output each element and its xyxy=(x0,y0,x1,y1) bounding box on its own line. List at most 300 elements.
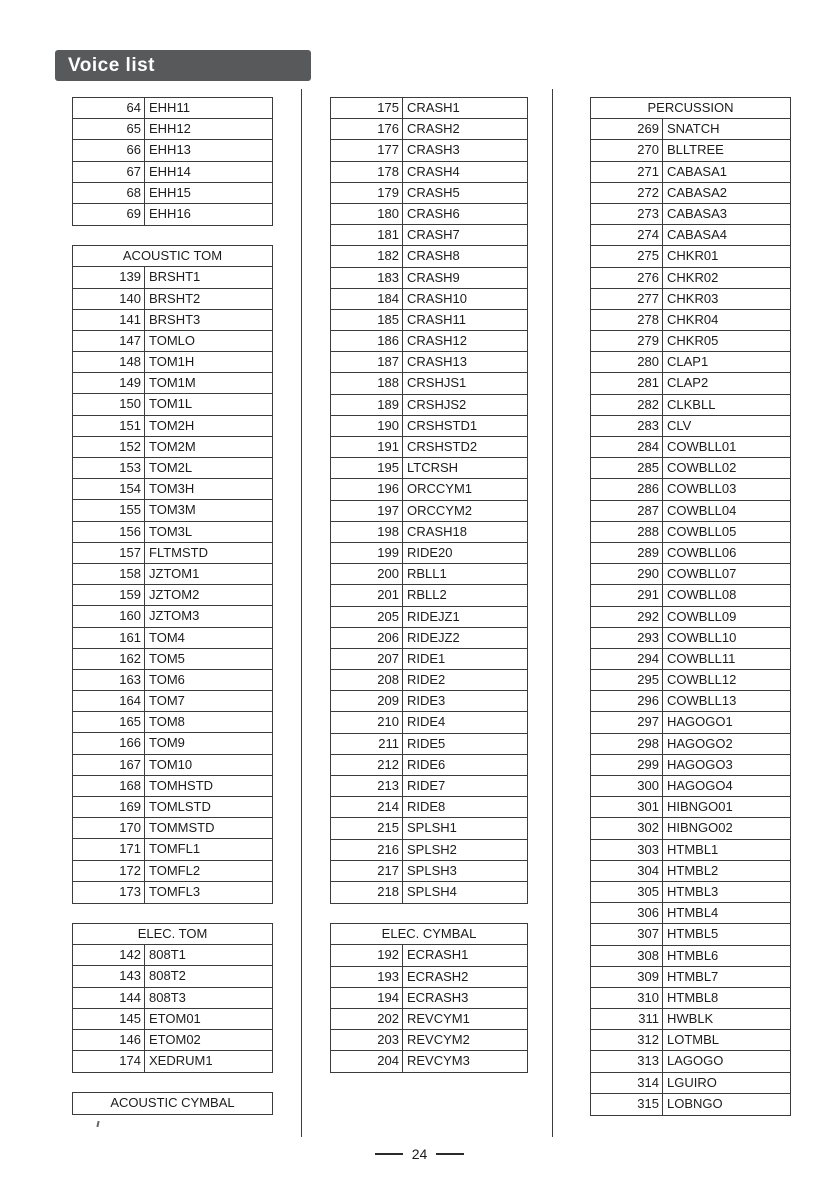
voice-name: HTMBL6 xyxy=(667,947,719,963)
voice-name: HTMBL8 xyxy=(667,989,719,1005)
voice-name: TOMFL2 xyxy=(149,862,201,878)
voice-name: CRASH13 xyxy=(407,354,467,370)
voice-number: 198 xyxy=(331,522,403,542)
voice-number: 146 xyxy=(73,1030,145,1050)
voice-number: 296 xyxy=(591,691,663,711)
table-row xyxy=(73,712,272,733)
voice-table-header: ELEC. TOM xyxy=(73,924,272,945)
voice-name: TOMHSTD xyxy=(149,777,214,793)
table-row xyxy=(73,988,272,1009)
table-row xyxy=(331,670,527,691)
voice-name: SPLSH1 xyxy=(407,820,457,836)
voice-number: 212 xyxy=(331,755,403,775)
voice-name: EHH16 xyxy=(149,205,191,221)
table-row xyxy=(331,289,527,310)
voice-number: 216 xyxy=(331,840,403,860)
voice-name: HTMBL5 xyxy=(667,926,719,942)
voice-number: 301 xyxy=(591,797,663,817)
voice-number: 162 xyxy=(73,649,145,669)
voice-number: 182 xyxy=(331,246,403,266)
table-row xyxy=(331,734,527,755)
table-row xyxy=(591,183,790,204)
voice-number: 200 xyxy=(331,564,403,584)
voice-number: 180 xyxy=(331,204,403,224)
voice-name: SPLSH2 xyxy=(407,841,457,857)
voice-number: 281 xyxy=(591,373,663,393)
table-row xyxy=(331,416,527,437)
voice-number: 158 xyxy=(73,564,145,584)
table-row xyxy=(331,331,527,352)
voice-number: 287 xyxy=(591,501,663,521)
table-row xyxy=(73,797,272,818)
table-row xyxy=(591,670,790,691)
table-row xyxy=(331,162,527,183)
voice-name: HIBNGO01 xyxy=(667,799,733,815)
voice-name: HTMBL2 xyxy=(667,862,719,878)
voice-name: ORCCYM2 xyxy=(407,502,473,518)
voice-name: CRASH2 xyxy=(407,121,460,137)
voice-name: COWBLL03 xyxy=(667,481,737,497)
voice-number: 175 xyxy=(331,98,403,118)
voice-number: 295 xyxy=(591,670,663,690)
table-row xyxy=(73,352,272,373)
table-row xyxy=(591,712,790,733)
voice-number: 140 xyxy=(73,289,145,309)
voice-number: 179 xyxy=(331,183,403,203)
voice-number: 141 xyxy=(73,310,145,330)
voice-name: HTMBL1 xyxy=(667,841,719,857)
voice-number: 168 xyxy=(73,776,145,796)
voice-name: ECRASH1 xyxy=(407,947,469,963)
voice-name: TOM7 xyxy=(149,693,185,709)
voice-name: CRASH18 xyxy=(407,523,467,539)
voice-number: 309 xyxy=(591,967,663,987)
page-footer xyxy=(0,1146,839,1162)
table-row xyxy=(73,310,272,331)
table-row xyxy=(331,98,527,119)
table-row xyxy=(591,924,790,945)
footer-dash-right xyxy=(436,1153,464,1155)
table-row xyxy=(73,945,272,966)
voice-name: TOMFL3 xyxy=(149,883,201,899)
voice-name: TOM2L xyxy=(149,460,193,475)
table-row xyxy=(591,585,790,606)
voice-number: 300 xyxy=(591,776,663,796)
voice-name: TOMLSTD xyxy=(149,799,211,814)
table-row xyxy=(331,712,527,733)
voice-name: COWBLL07 xyxy=(667,566,737,582)
voice-name: RBLL2 xyxy=(407,587,447,603)
voice-number: 186 xyxy=(331,331,403,351)
voice-number: 176 xyxy=(331,119,403,139)
table-row xyxy=(73,585,272,606)
voice-name: LOBNGO xyxy=(667,1095,723,1111)
voice-number: 273 xyxy=(591,204,663,224)
table-row xyxy=(331,246,527,267)
table-row xyxy=(73,373,272,394)
table-row xyxy=(591,416,790,437)
table-row xyxy=(331,204,527,225)
table-row xyxy=(331,967,527,988)
voice-number: 203 xyxy=(331,1030,403,1050)
voice-table-header: ELEC. CYMBAL xyxy=(331,924,527,945)
voice-number: 163 xyxy=(73,670,145,690)
voice-name: CLAP2 xyxy=(667,375,709,391)
voice-table xyxy=(72,245,273,904)
table-row xyxy=(331,564,527,585)
table-row xyxy=(73,628,272,649)
voice-name: CLKBLL xyxy=(667,396,716,412)
voice-name: RBLL1 xyxy=(407,566,447,582)
table-row xyxy=(591,861,790,882)
voice-name: CRASH6 xyxy=(407,205,460,221)
voice-number: 197 xyxy=(331,501,403,521)
voice-name: COWBLL05 xyxy=(667,523,737,539)
voice-number: 173 xyxy=(73,882,145,903)
table-row xyxy=(73,882,272,903)
table-row xyxy=(591,607,790,628)
voice-number: 288 xyxy=(591,522,663,542)
voice-name: CRSHSTD1 xyxy=(407,417,478,433)
table-row xyxy=(591,246,790,267)
table-row xyxy=(331,628,527,649)
voice-name: CRASH7 xyxy=(407,227,460,243)
voice-number: 207 xyxy=(331,649,403,669)
voice-number: 156 xyxy=(73,522,145,542)
voice-number: 139 xyxy=(73,267,145,287)
table-row xyxy=(591,882,790,903)
voice-table xyxy=(590,97,791,1116)
voice-name: CABASA1 xyxy=(667,163,727,179)
voice-number: 279 xyxy=(591,331,663,351)
voice-number: 183 xyxy=(331,268,403,288)
voice-number: 67 xyxy=(73,162,145,182)
table-row xyxy=(591,1030,790,1051)
voice-name: TOM1L xyxy=(149,396,193,412)
voice-table xyxy=(72,1092,273,1115)
table-row xyxy=(73,606,272,627)
voice-number: 269 xyxy=(591,119,663,139)
voice-name: EHH12 xyxy=(149,121,191,137)
table-row xyxy=(73,649,272,670)
voice-number: 290 xyxy=(591,564,663,584)
voice-name: COWBLL08 xyxy=(667,587,737,603)
voice-number: 270 xyxy=(591,140,663,160)
voice-number: 277 xyxy=(591,289,663,309)
voice-number: 311 xyxy=(591,1009,663,1029)
voice-number: 152 xyxy=(73,437,145,457)
voice-name: CRASH12 xyxy=(407,333,467,349)
voice-number: 315 xyxy=(591,1094,663,1115)
voice-name: TOMLO xyxy=(149,332,195,348)
voice-name: ECRASH2 xyxy=(407,968,469,984)
voice-number: 307 xyxy=(591,924,663,944)
table-row xyxy=(73,204,272,225)
voice-number: 184 xyxy=(331,289,403,309)
voice-number: 305 xyxy=(591,882,663,902)
voice-number: 275 xyxy=(591,246,663,266)
voice-name: HWBLK xyxy=(667,1011,714,1027)
voice-name: COWBLL09 xyxy=(667,608,737,624)
table-row xyxy=(591,734,790,755)
table-row xyxy=(331,945,527,966)
table-row xyxy=(591,1073,790,1094)
voice-name: HAGOGO4 xyxy=(667,778,733,793)
voice-number: 302 xyxy=(591,818,663,838)
table-row xyxy=(73,267,272,288)
table-row xyxy=(591,988,790,1009)
table-row xyxy=(591,437,790,458)
voice-table-header: PERCUSSION xyxy=(591,98,790,119)
voice-number: 155 xyxy=(73,500,145,520)
voice-number: 306 xyxy=(591,903,663,923)
voice-number: 142 xyxy=(73,945,145,965)
voice-name: TOM8 xyxy=(149,714,185,730)
voice-name: TOM10 xyxy=(149,756,193,772)
voice-name: RIDE3 xyxy=(407,693,446,709)
table-row xyxy=(591,331,790,352)
voice-number: 166 xyxy=(73,733,145,753)
voice-name: TOM6 xyxy=(149,671,185,687)
table-row xyxy=(591,649,790,670)
table-row xyxy=(73,861,272,882)
voice-name: CRASH8 xyxy=(407,248,460,264)
voice-number: 178 xyxy=(331,162,403,182)
voice-name: COWBLL13 xyxy=(667,693,737,709)
table-row xyxy=(591,1009,790,1030)
voice-name: CRASH1 xyxy=(407,100,460,115)
table-row xyxy=(331,755,527,776)
voice-name: TOM5 xyxy=(149,650,185,666)
table-row xyxy=(331,1009,527,1030)
table-row xyxy=(591,225,790,246)
voice-name: ORCCYM1 xyxy=(407,481,473,497)
voice-name: CRSHJS2 xyxy=(407,396,467,412)
voice-name: CRASH5 xyxy=(407,184,460,200)
voice-number: 149 xyxy=(73,373,145,393)
table-row xyxy=(591,373,790,394)
voice-name: TOM3L xyxy=(149,523,193,539)
voice-number: 150 xyxy=(73,394,145,414)
voice-name: REVCYM2 xyxy=(407,1032,470,1048)
voice-number: 276 xyxy=(591,268,663,288)
voice-name: REVCYM1 xyxy=(407,1010,470,1026)
table-row xyxy=(591,840,790,861)
voice-name: CLV xyxy=(667,417,692,433)
voice-number: 192 xyxy=(331,945,403,965)
table-row xyxy=(73,839,272,860)
voice-table-header: ACOUSTIC TOM xyxy=(73,246,272,267)
voice-number: 177 xyxy=(331,140,403,160)
voice-name: ETOM02 xyxy=(149,1031,201,1047)
voice-number: 195 xyxy=(331,458,403,478)
table-row xyxy=(73,458,272,479)
voice-name: TOM1H xyxy=(149,354,195,370)
voice-name: EHH13 xyxy=(149,142,191,158)
voice-name: CHKR02 xyxy=(667,269,719,285)
voice-name: CRSHSTD2 xyxy=(407,439,478,454)
voice-number: 68 xyxy=(73,183,145,203)
table-row xyxy=(331,988,527,1009)
table-row xyxy=(591,352,790,373)
table-row xyxy=(73,776,272,797)
voice-name: REVCYM3 xyxy=(407,1053,470,1069)
table-row xyxy=(591,479,790,500)
table-row xyxy=(331,1051,527,1072)
table-row xyxy=(73,500,272,521)
voice-number: 308 xyxy=(591,946,663,966)
voice-number: 217 xyxy=(331,861,403,881)
voice-name: CRASH3 xyxy=(407,142,460,158)
table-row xyxy=(73,437,272,458)
voice-number: 291 xyxy=(591,585,663,605)
table-row xyxy=(331,882,527,903)
table-row xyxy=(73,479,272,500)
voice-number: 144 xyxy=(73,988,145,1008)
voice-number: 312 xyxy=(591,1030,663,1050)
table-row xyxy=(591,162,790,183)
voice-number: 289 xyxy=(591,543,663,563)
table-row xyxy=(73,691,272,712)
table-row xyxy=(331,691,527,712)
voice-list-column-right xyxy=(590,97,791,1135)
table-row xyxy=(331,543,527,564)
voice-name: RIDEJZ2 xyxy=(407,629,460,645)
table-row xyxy=(331,373,527,394)
voice-name: HAGOGO3 xyxy=(667,756,733,772)
table-row xyxy=(73,119,272,140)
voice-name: HTMBL3 xyxy=(667,883,719,899)
table-row xyxy=(591,1051,790,1072)
table-row xyxy=(73,564,272,585)
voice-number: 293 xyxy=(591,628,663,648)
table-row xyxy=(591,564,790,585)
table-row xyxy=(73,543,272,564)
voice-number: 202 xyxy=(331,1009,403,1029)
voice-list-column-middle xyxy=(330,97,528,1092)
voice-name: 808T2 xyxy=(149,968,186,984)
voice-name: RIDE20 xyxy=(407,544,453,560)
voice-name: ECRASH3 xyxy=(407,989,469,1005)
voice-name: RIDE4 xyxy=(407,714,446,730)
voice-name: COWBLL01 xyxy=(667,439,737,454)
voice-number: 205 xyxy=(331,607,403,627)
voice-name: COWBLL10 xyxy=(667,629,737,645)
voice-number: 310 xyxy=(591,988,663,1008)
voice-number: 218 xyxy=(331,882,403,903)
voice-name: EHH11 xyxy=(149,100,190,115)
voice-number: 297 xyxy=(591,712,663,732)
voice-name: BRSHT1 xyxy=(149,269,201,285)
voice-name: EHH15 xyxy=(149,184,191,200)
voice-name: CRSHJS1 xyxy=(407,375,467,391)
voice-name: CHKR01 xyxy=(667,248,719,264)
voice-name: LOTMBL xyxy=(667,1032,720,1048)
voice-number: 164 xyxy=(73,691,145,711)
voice-number: 298 xyxy=(591,734,663,754)
table-row xyxy=(591,204,790,225)
voice-name: HAGOGO2 xyxy=(667,735,733,751)
table-row xyxy=(331,268,527,289)
voice-number: 171 xyxy=(73,839,145,859)
voice-number: 191 xyxy=(331,437,403,457)
table-row xyxy=(331,119,527,140)
table-row xyxy=(331,861,527,882)
voice-name: RIDEJZ1 xyxy=(407,608,460,624)
voice-name: CHKR05 xyxy=(667,333,719,349)
table-row xyxy=(331,840,527,861)
voice-number: 282 xyxy=(591,395,663,415)
voice-number: 206 xyxy=(331,628,403,648)
voice-number: 159 xyxy=(73,585,145,605)
table-row xyxy=(73,98,272,119)
voice-number: 304 xyxy=(591,861,663,881)
voice-name: CRASH10 xyxy=(407,290,467,306)
voice-name: COWBLL12 xyxy=(667,672,737,688)
table-row xyxy=(73,1051,272,1072)
voice-number: 188 xyxy=(331,373,403,393)
table-row xyxy=(591,967,790,988)
voice-number: 190 xyxy=(331,416,403,436)
voice-number: 213 xyxy=(331,776,403,796)
voice-name: RIDE6 xyxy=(407,756,446,772)
voice-name: HTMBL4 xyxy=(667,905,719,921)
voice-number: 147 xyxy=(73,331,145,351)
table-row xyxy=(591,946,790,967)
voice-number: 209 xyxy=(331,691,403,711)
voice-name: CLAP1 xyxy=(667,354,709,370)
voice-name: TOM2M xyxy=(149,438,196,454)
table-row xyxy=(331,458,527,479)
table-row xyxy=(591,501,790,522)
table-row xyxy=(331,501,527,522)
voice-name: SNATCH xyxy=(667,121,720,137)
voice-name: CABASA3 xyxy=(667,205,727,221)
voice-name: RIDE5 xyxy=(407,735,446,751)
voice-name: RIDE2 xyxy=(407,672,446,688)
voice-name: HTMBL7 xyxy=(667,968,719,984)
voice-number: 69 xyxy=(73,204,145,225)
voice-number: 214 xyxy=(331,797,403,817)
voice-name: RIDE1 xyxy=(407,650,446,666)
voice-number: 64 xyxy=(73,98,145,118)
table-row xyxy=(591,289,790,310)
table-row xyxy=(331,183,527,204)
table-row xyxy=(331,437,527,458)
table-row xyxy=(331,607,527,628)
voice-name: CHKR03 xyxy=(667,290,719,306)
table-row xyxy=(73,1030,272,1051)
table-row xyxy=(591,628,790,649)
voice-name: TOMMSTD xyxy=(149,820,215,836)
table-row xyxy=(73,289,272,310)
voice-number: 210 xyxy=(331,712,403,732)
voice-name: JZTOM3 xyxy=(149,608,200,624)
voice-number: 208 xyxy=(331,670,403,690)
voice-number: 292 xyxy=(591,607,663,627)
voice-name: RIDE8 xyxy=(407,799,446,815)
voice-name: SPLSH3 xyxy=(407,862,457,878)
voice-name: CRASH4 xyxy=(407,163,460,179)
voice-name: CRASH9 xyxy=(407,269,460,285)
table-row xyxy=(331,479,527,500)
voice-name: TOM3M xyxy=(149,502,196,518)
voice-name: TOM3H xyxy=(149,481,195,497)
voice-number: 201 xyxy=(331,585,403,605)
table-row xyxy=(331,776,527,797)
table-row xyxy=(591,818,790,839)
voice-number: 303 xyxy=(591,840,663,860)
